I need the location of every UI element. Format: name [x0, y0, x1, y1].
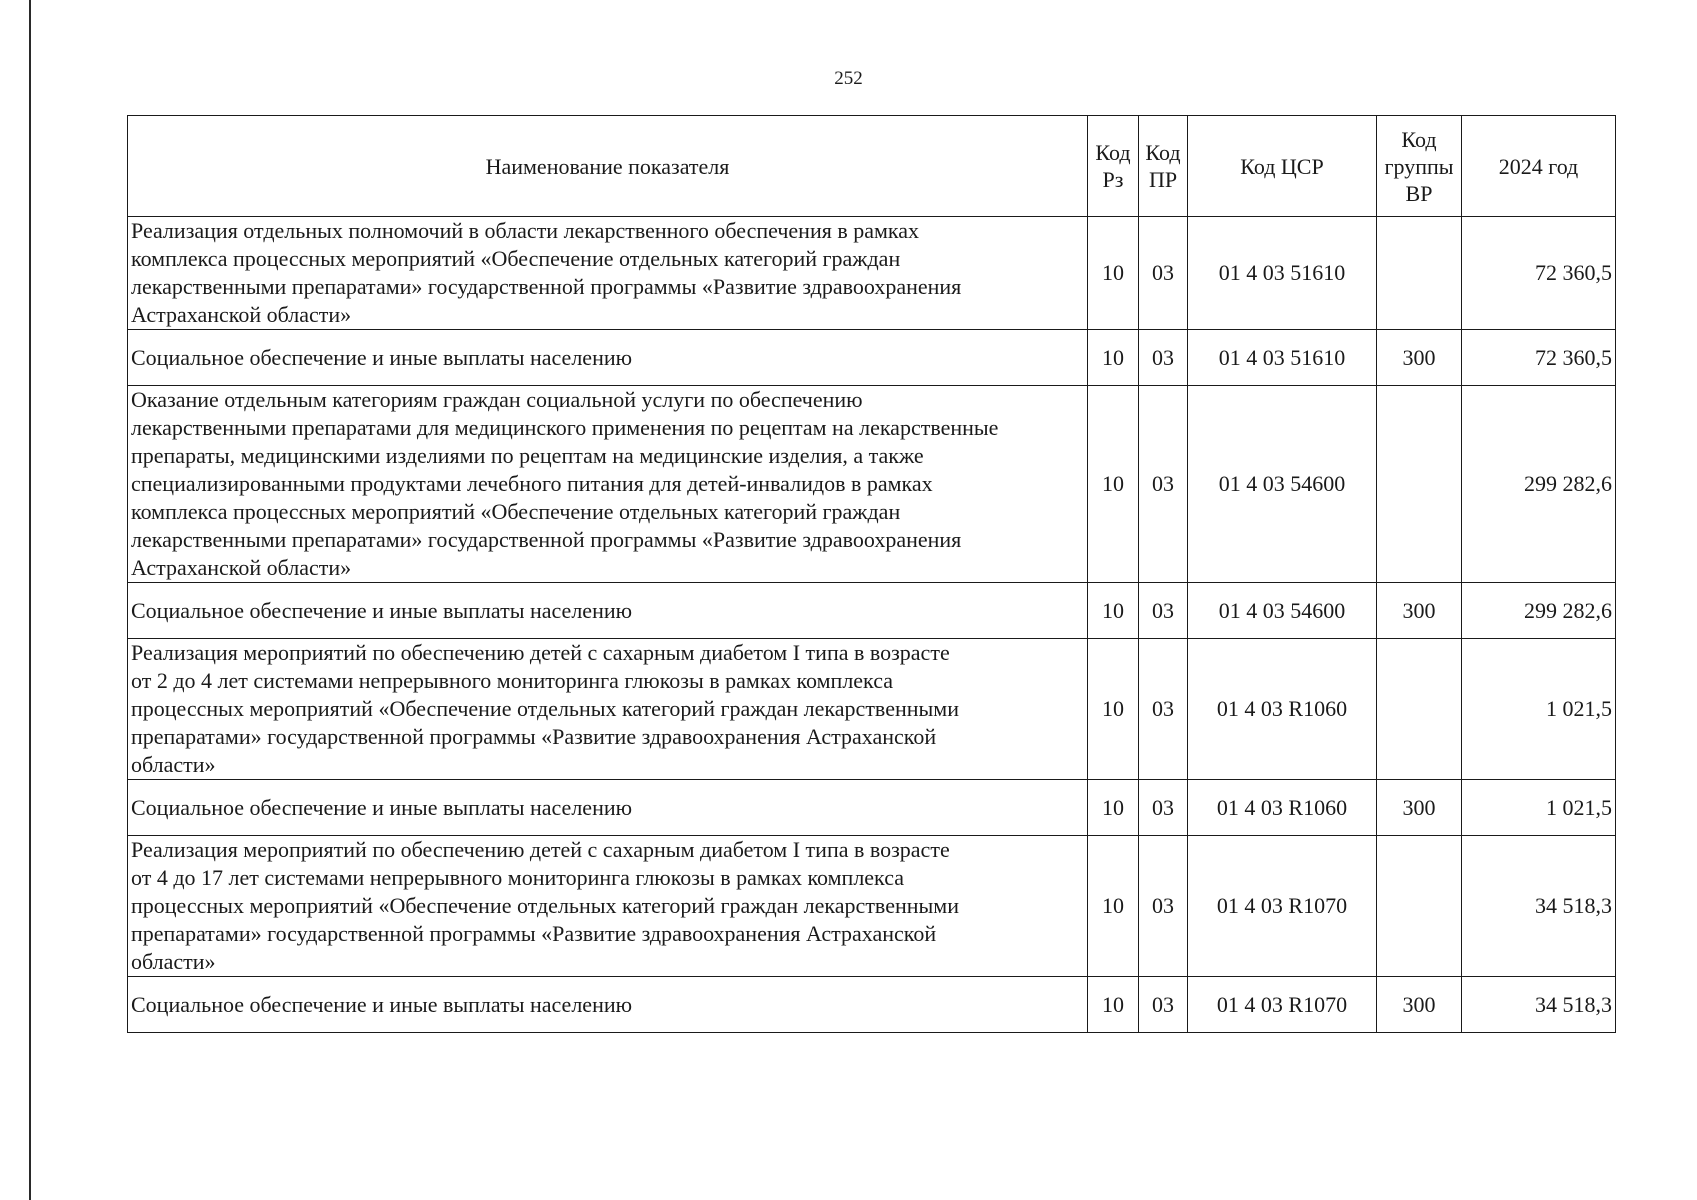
row-csr: 01 4 03 54600	[1188, 386, 1377, 583]
row-sum: 34 518,3	[1462, 977, 1616, 1033]
row-csr: 01 4 03 51610	[1188, 330, 1377, 386]
row-name: Оказание отдельным категориям граждан социальной услуги по обеспечению лекарственными препаратами для медицинского применения по рецептам на лекарственные препараты, медицинскими изделиями по рецептам на медицинские изделия, а также специализированными продуктами лечебного питания для детей-инвалидов в рамках комплекса процессных мероприятий «Обеспечение отдельных категорий граждан лекарственными препаратами» государственной программы «Развитие здравоохранения Астраханской области»	[128, 386, 1088, 583]
row-rz: 10	[1088, 977, 1139, 1033]
row-pr: 03	[1139, 217, 1188, 330]
row-rz: 10	[1088, 330, 1139, 386]
row-pr: 03	[1139, 386, 1188, 583]
row-sum: 299 282,6	[1462, 583, 1616, 639]
row-vr: 300	[1377, 583, 1462, 639]
row-pr: 03	[1139, 836, 1188, 977]
row-csr: 01 4 03 54600	[1188, 583, 1377, 639]
row-pr: 03	[1139, 583, 1188, 639]
header-rz: Код Рз	[1088, 116, 1139, 217]
table-row	[128, 780, 1616, 836]
table-row	[128, 639, 1616, 780]
row-vr: 300	[1377, 780, 1462, 836]
row-rz: 10	[1088, 836, 1139, 977]
row-rz: 10	[1088, 217, 1139, 330]
header-pr: Код ПР	[1139, 116, 1188, 217]
row-csr: 01 4 03 R1070	[1188, 836, 1377, 977]
row-sum: 34 518,3	[1462, 836, 1616, 977]
row-csr: 01 4 03 R1060	[1188, 780, 1377, 836]
row-name: Социальное обеспечение и иные выплаты населению	[128, 583, 1088, 639]
row-csr: 01 4 03 R1070	[1188, 977, 1377, 1033]
row-name: Социальное обеспечение и иные выплаты населению	[128, 330, 1088, 386]
row-pr: 03	[1139, 780, 1188, 836]
row-name: Реализация мероприятий по обеспечению детей с сахарным диабетом I типа в возрасте от 4 до 17 лет системами непрерывного мониторинга глюкозы в рамках комплекса процессных мероприятий «Обеспечение отдельных категорий граждан лекарственными препаратами» государственной программы «Развитие здравоохранения Астраханской области»	[128, 836, 1088, 977]
row-pr: 03	[1139, 977, 1188, 1033]
row-vr	[1377, 639, 1462, 780]
row-rz: 10	[1088, 386, 1139, 583]
row-name: Реализация мероприятий по обеспечению детей с сахарным диабетом I типа в возрасте от 2 до 4 лет системами непрерывного мониторинга глюкозы в рамках комплекса процессных мероприятий «Обеспечение отдельных категорий граждан лекарственными препаратами» государственной программы «Развитие здравоохранения Астраханской области»	[128, 639, 1088, 780]
row-sum: 1 021,5	[1462, 780, 1616, 836]
table-row	[128, 836, 1616, 977]
row-csr: 01 4 03 51610	[1188, 217, 1377, 330]
row-csr: 01 4 03 R1060	[1188, 639, 1377, 780]
table-row	[128, 977, 1616, 1033]
binding-margin-line	[29, 0, 31, 1200]
row-sum: 72 360,5	[1462, 330, 1616, 386]
header-csr: Код ЦСР	[1188, 116, 1377, 217]
table-row	[128, 217, 1616, 330]
row-name: Социальное обеспечение и иные выплаты населению	[128, 780, 1088, 836]
budget-table	[127, 115, 1616, 1033]
row-rz: 10	[1088, 583, 1139, 639]
header-year: 2024 год	[1462, 116, 1616, 217]
row-name: Социальное обеспечение и иные выплаты населению	[128, 977, 1088, 1033]
row-rz: 10	[1088, 639, 1139, 780]
header-vr: Код группы ВР	[1377, 116, 1462, 217]
row-sum: 299 282,6	[1462, 386, 1616, 583]
row-vr	[1377, 217, 1462, 330]
table-row	[128, 386, 1616, 583]
row-pr: 03	[1139, 330, 1188, 386]
row-pr: 03	[1139, 639, 1188, 780]
row-vr: 300	[1377, 977, 1462, 1033]
row-name: Реализация отдельных полномочий в области лекарственного обеспечения в рамках комплекса процессных мероприятий «Обеспечение отдельных категорий граждан лекарственными препаратами» государственной программы «Развитие здравоохранения Астраханской области»	[128, 217, 1088, 330]
row-rz: 10	[1088, 780, 1139, 836]
page-number: 252	[834, 68, 863, 89]
header-name: Наименование показателя	[128, 116, 1088, 217]
table-row	[128, 330, 1616, 386]
table-row	[128, 583, 1616, 639]
row-vr	[1377, 386, 1462, 583]
row-vr	[1377, 836, 1462, 977]
table-header-row	[128, 116, 1616, 217]
row-sum: 1 021,5	[1462, 639, 1616, 780]
row-vr: 300	[1377, 330, 1462, 386]
row-sum: 72 360,5	[1462, 217, 1616, 330]
